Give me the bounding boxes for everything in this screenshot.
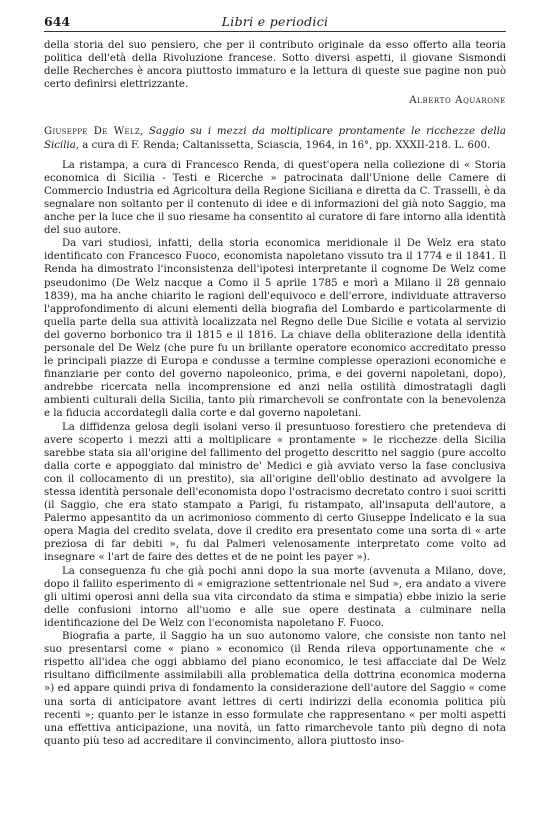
book-title: Saggio su i mezzi da moltiplicare prontamente le ricchezze della Sicilia	[44, 126, 506, 151]
reviewer-signature: Alberto Aquarone	[409, 95, 506, 107]
review-paragraph: La conseguenza fu che già pochi anni dopo la sua morte (avvenuta a Milano, dove, dopo il fallito esperimento di « emigrazione settentrionale nel Sud », era andato a vivere gli ultimi operosi anni della sua vita circondato da stima e simpatia) ebbe inizio la serie delle confusioni intorno all'uomo e alle sue opere destinata a culminare nella identificazione del De Welz con l'economista napoletano F. Fuoco.	[44, 565, 506, 629]
book-citation: Giuseppe De Welz, Saggio su i mezzi da moltiplicare prontamente le ricchezze della Sicilia, a cura di F. Renda; Caltanissetta, Sciascia, 1964, in 16°, pp. XXXII-218. L. 600.	[44, 126, 506, 151]
running-title: Libri e periodici	[221, 14, 329, 29]
page-number: 644	[44, 14, 71, 29]
previous-review-text: della storia del suo pensiero, che per il contributo originale da esso offerto alla teoria politica dell'età della Rivoluzione francese. Sotto diversi aspetti, il giovane Sismondi delle Recherches è ancora piuttosto immaturo e la lettura di queste sue pagine non può certo definirsi elettrizzante.	[44, 40, 506, 91]
book-publication: , a cura di F. Renda; Caltanissetta, Sciascia, 1964, in 16°, pp. XXXII-218. L. 600.	[75, 139, 491, 151]
book-author: Giuseppe De Welz	[44, 126, 140, 138]
review-paragraph: Da vari studiosi, infatti, della storia economica meridionale il De Welz era stato identificato con Francesco Fuoco, economista napoletano vissuto tra il 1774 e il 1841. Il Renda ha dimostrato l'inconsistenza dell'ipotesi interpretante il cognome De Welz come pseudonimo (De Welz nacque a Como il 5 aprile 1785 e morì a Milano il 28 gennaio 1839), ma ha anche chiarito le ragioni dell'equivoco e dell'errore, individuate attraverso l'approfondimento di alcuni elementi della biografia del Lombardo e particolarmente di quella parte della sua attività localizzata nel Regno delle Due Sicilie e votata al servizio del governo borbonico tra il 1815 e il 1816. La chiave della obliterazione della identità personale del De Welz (che pure fu un brillante operatore economico accreditato presso le principali piazze di Europa e condusse a termine complesse operazioni economiche e finanziarie per conto del governo napoleonico, prima, e dei governi napoletani, dopo), andrebbe ricercata nella incomprensione ed anzi nella ostilità dimostratagli dagli ambienti culturali della Sicilia, tanto più rimarchevoli se confrontate con la benevolenza e la fiducia accordategli dalla corte e dal governo napoletani.	[44, 238, 506, 420]
page-header	[44, 14, 506, 32]
review-paragraph: La ristampa, a cura di Francesco Renda, di quest'opera nella collezione di « Storia economica di Sicilia - Testi e Ricerche » patrocinata dall'Unione delle Camere di Commercio Industria ed Agricoltura della Regione Siciliana e diretta da C. Trasselli, è da segnalare non soltanto per il contenuto di idee e di informazioni del già noto Saggio, ma anche per la luce che il suo riesame ha consentito al curatore di fare intorno alla identità del suo autore.	[44, 159, 506, 237]
review-paragraph: Biografia a parte, il Saggio ha un suo autonomo valore, che consiste non tanto nel suo presentarsi come « piano » economico (il Renda rileva opportunamente che « rispetto all'idea che oggi abbiamo del piano economico, le tesi affacciate dal De Welz risultano difficilmente assimilabili alla problematica della dottrina economica moderna ») ed appare quindi priva di fondamento la considerazione dell'autore del Saggio « come una sorta di anticipatore avant lettres di certi indirizzi della economia politica più recenti »; quanto per le istanze in esso formulate che rappresentano « per molti aspetti una effettiva anticipazione, una novità, un fatto rimarchevole tanto più degno di nota quanto più teso ad accreditare il convincimento, allora piuttosto inso-	[44, 631, 506, 747]
section-separator	[44, 107, 506, 125]
review-paragraph: La diffidenza gelosa degli isolani verso il presuntuoso forestiero che pretendeva di avere scoperto i mezzi atti a moltiplicare « prontamente » le ricchezze della Sicilia sarebbe stata sia all'origine del fallimento del progetto descritto nel saggio (pure accolto dalla corte e appoggiato dal ministro de' Medici e già avviato verso la fase conclusiva con il collocamento di un prestito), sia all'origine dell'oblio destinato ad avvolgere la stessa identità personale dell'economista dopo l'ostracismo decretato contro i suoi scritti (il Saggio, che era stato stampato a Parigi, fu ristampato, all'insaputa dell'autore, a Palermo appesantito da un acrimonioso commento di certo Giuseppe Indelicato e la sua opera Magia del credito svelata, dove il credito era presentato come una sorta di « arte preziosa di far debiti », fu dal Palmeri velenosamente interpretato come volto ad insegnare « l'art de faire des dettes et de ne point les payer »).	[44, 421, 506, 564]
